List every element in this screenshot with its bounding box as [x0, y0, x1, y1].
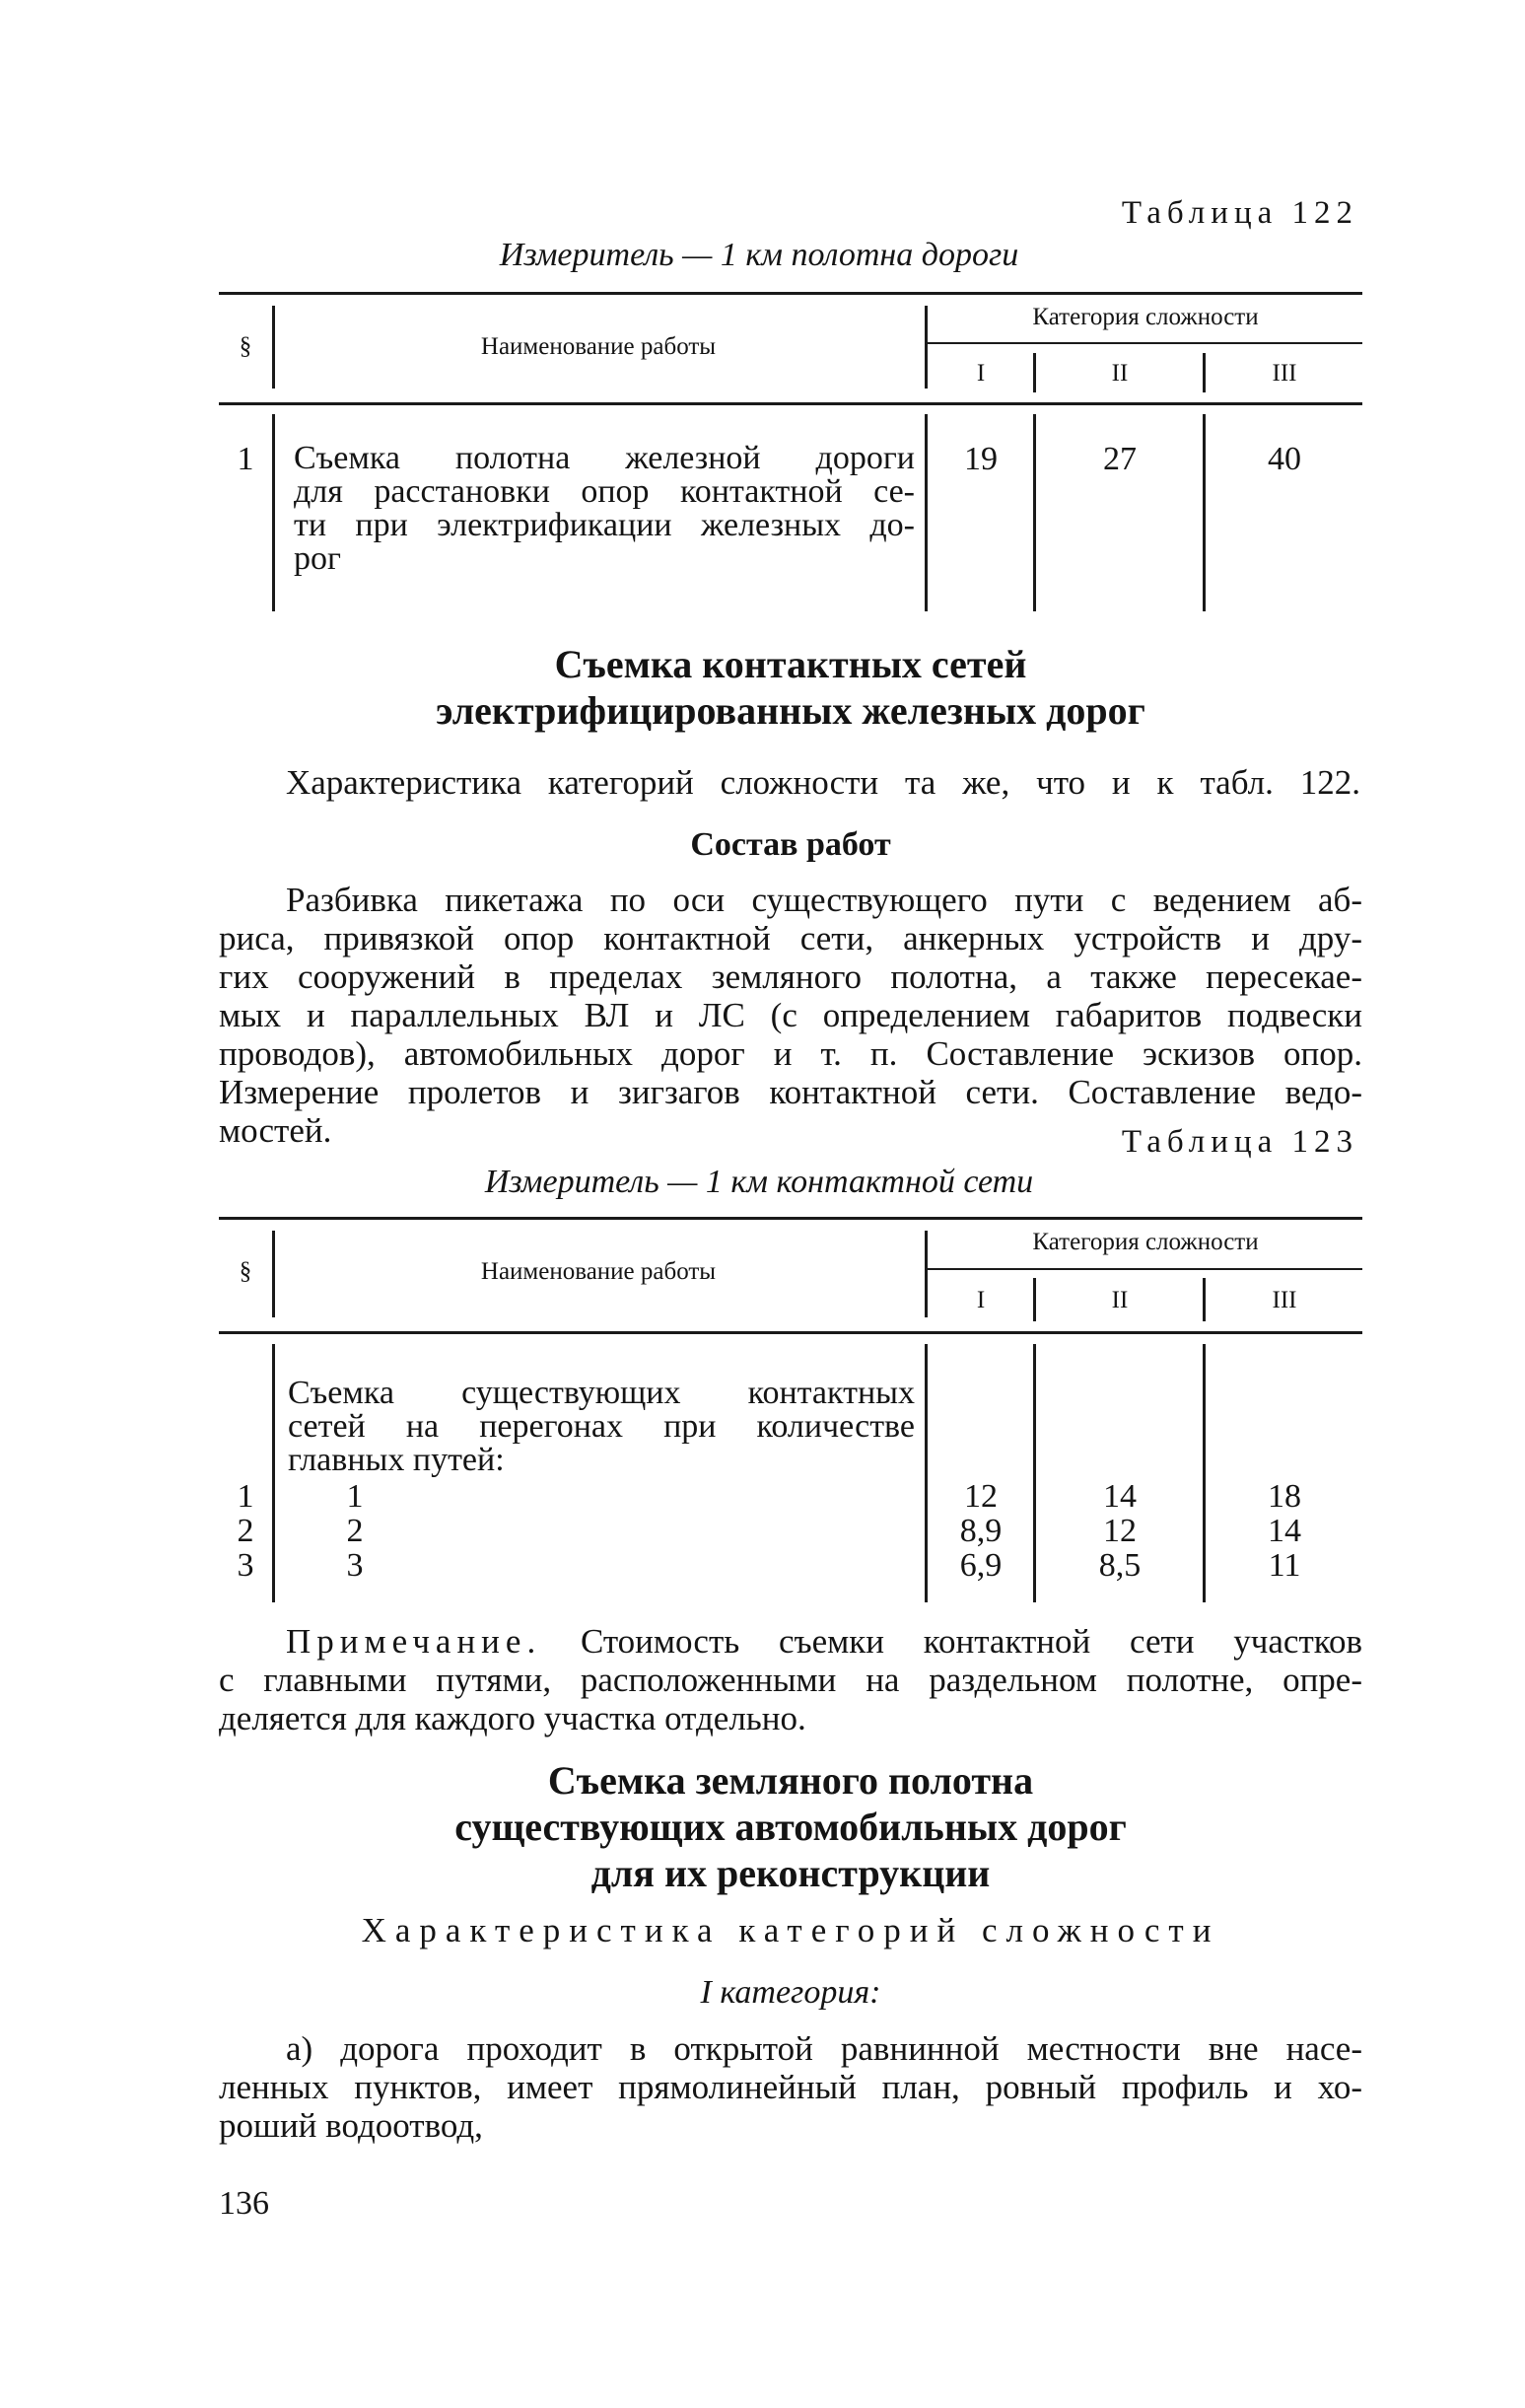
- row-section: 3: [237, 1547, 254, 1584]
- note-line: деляется для каждого участка отдельно.: [219, 1699, 806, 1737]
- table-vline: [1203, 353, 1206, 392]
- header-cat-3: III: [1272, 360, 1297, 387]
- table-note: [219, 1622, 1362, 1737]
- row-value-1: 6,9: [959, 1547, 1003, 1584]
- table-rule-head: [219, 402, 1362, 405]
- row-intro-line: главных путей:: [288, 1442, 505, 1478]
- row-value-3: 18: [1268, 1478, 1301, 1515]
- section-title-line: для их реконструкции: [590, 1851, 991, 1895]
- composition-line: мостей.: [219, 1111, 332, 1150]
- table-rule-top: [219, 1217, 1362, 1220]
- row-section: 1: [237, 441, 254, 477]
- table-123: [219, 1211, 1362, 1605]
- section-title-line: существующих автомобильных дорог: [454, 1805, 1127, 1849]
- category-paragraph: [219, 2029, 1362, 2145]
- note-text: Стоимость съемки контактной сети участков: [541, 1622, 1362, 1661]
- row-work: 2: [346, 1513, 364, 1549]
- row-work-line: для расстановки опор контактной се-: [294, 473, 915, 510]
- composition-line: мых и параллельных ВЛ и ЛС (с определением габаритов подвески: [219, 996, 1362, 1034]
- composition-line: Разбивка пикетажа по оси существующего пути с ведением аб-: [286, 881, 1362, 919]
- table-vline: [925, 306, 928, 389]
- row-intro: [288, 1377, 915, 1477]
- table-123-measure: Измеритель — 1 км контактной сети: [484, 1164, 1034, 1200]
- header-cat-2: II: [1111, 1287, 1129, 1313]
- row-work-line: ти при электрификации железных до-: [294, 507, 915, 543]
- table-vline: [1203, 1278, 1206, 1321]
- table-vline: [925, 1231, 928, 1317]
- paragraph-line: а) дорога проходит в открытой равнинной местности вне насе-: [286, 2029, 1362, 2068]
- table-123-label: Таблица 123: [1121, 1124, 1358, 1160]
- table-rule-category: [927, 1268, 1362, 1270]
- section-title: [219, 641, 1362, 734]
- table-vline: [1203, 1344, 1206, 1602]
- header-work: Наименование работы: [480, 1258, 717, 1285]
- page-number: 136: [219, 2185, 269, 2222]
- header-cat-3: III: [1272, 1287, 1297, 1313]
- row-work-line: рог: [294, 540, 341, 577]
- table-vline: [1033, 1344, 1036, 1602]
- table-vline: [925, 414, 928, 611]
- header-section: §: [239, 333, 252, 360]
- header-cat-2: II: [1111, 360, 1129, 387]
- row-value-2: 12: [1103, 1513, 1137, 1549]
- table-rule-category: [927, 342, 1362, 344]
- paragraph-line: роший водоотвод,: [219, 2106, 483, 2145]
- table-rule-head: [219, 1331, 1362, 1334]
- row-work: [294, 442, 915, 576]
- table-vline: [925, 1344, 928, 1602]
- category-title: I категория:: [700, 1974, 881, 2011]
- header-cat-1: I: [976, 360, 986, 387]
- section-title: [219, 1757, 1362, 1896]
- composition-line: риса, привязкой опор контактной сети, анкерных устройств и дру-: [219, 919, 1362, 957]
- header-category: Категория сложности: [1032, 304, 1259, 330]
- row-value-2: 8,5: [1098, 1547, 1142, 1584]
- row-value-1: 8,9: [959, 1513, 1003, 1549]
- section-title-line: Съемка земляного полотна: [547, 1758, 1034, 1803]
- table-vline: [272, 306, 275, 389]
- table-rule-top: [219, 292, 1362, 295]
- table-vline: [1033, 1278, 1036, 1321]
- row-value-3: 40: [1268, 441, 1301, 477]
- header-category: Категория сложности: [1032, 1229, 1259, 1255]
- header-work: Наименование работы: [480, 333, 717, 360]
- note-line: [219, 1622, 1362, 1661]
- row-work: 3: [346, 1547, 364, 1584]
- table-vline: [272, 1344, 275, 1602]
- table-vline: [272, 1231, 275, 1317]
- table-122-measure: Измеритель — 1 км полотна дороги: [499, 237, 1019, 273]
- composition-title: Состав работ: [690, 826, 891, 863]
- row-value-1: 12: [964, 1478, 998, 1515]
- table-vline: [1203, 414, 1206, 611]
- row-work: 1: [346, 1478, 364, 1515]
- characteristic-text: Характеристика категорий сложности та же, что и к табл. 122.: [286, 763, 1360, 802]
- row-section: 2: [237, 1513, 254, 1549]
- composition-line: Измерение пролетов и зигзагов контактной сети. Составление ведо-: [219, 1073, 1362, 1111]
- header-section: §: [239, 1258, 252, 1285]
- row-work-line: Съемка полотна железной дороги: [294, 440, 915, 476]
- composition-line: проводов), автомобильных дорог и т. п. Составление эскизов опор.: [219, 1034, 1362, 1073]
- note-label: Примечание.: [286, 1622, 542, 1661]
- row-section: 1: [237, 1478, 254, 1515]
- composition-text: [219, 881, 1362, 1150]
- characteristic-title: Характеристика категорий сложности: [361, 1911, 1220, 1949]
- row-value-3: 14: [1268, 1513, 1301, 1549]
- section-title-line: электрифицированных железных дорог: [436, 688, 1145, 733]
- table-vline: [1033, 414, 1036, 611]
- paragraph-line: ленных пунктов, имеет прямолинейный план, ровный профиль и хо-: [219, 2068, 1362, 2106]
- table-122-label: Таблица 122: [1121, 195, 1358, 231]
- header-cat-1: I: [976, 1287, 986, 1313]
- table-vline: [1033, 353, 1036, 392]
- row-value-1: 19: [964, 441, 998, 477]
- composition-line: гих сооружений в пределах земляного полотна, а также пересекае-: [219, 957, 1362, 996]
- note-line: с главными путями, расположенными на раздельном полотне, опре-: [219, 1661, 1362, 1699]
- row-value-3: 11: [1268, 1547, 1301, 1584]
- table-122: [219, 286, 1362, 621]
- row-value-2: 27: [1103, 441, 1137, 477]
- row-intro-line: сетей на перегонах при количестве: [288, 1408, 915, 1445]
- row-value-2: 14: [1103, 1478, 1137, 1515]
- table-vline: [272, 414, 275, 611]
- row-intro-line: Съемка существующих контактных: [288, 1375, 915, 1411]
- section-title-line: Съемка контактных сетей: [554, 642, 1027, 686]
